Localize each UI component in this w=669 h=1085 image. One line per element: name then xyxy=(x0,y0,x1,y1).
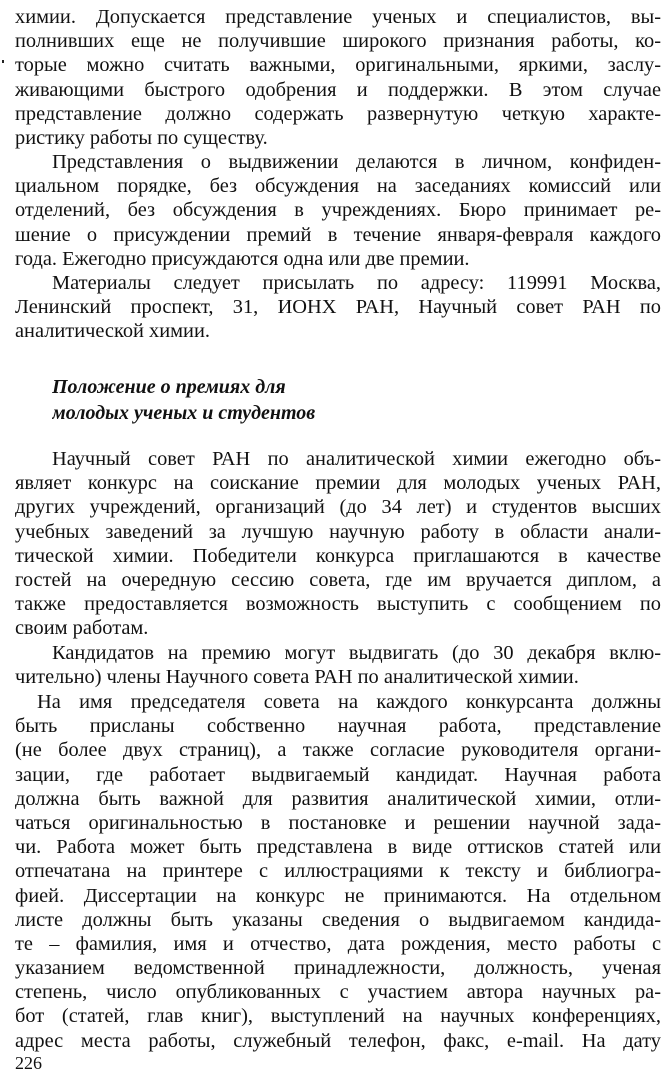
text-line: также предоставляется возможность выступить с сообщением по xyxy=(15,593,661,616)
text-line: чи. Работа может быть представлена в виде оттисков статей или xyxy=(15,836,661,859)
text-line: циальном порядке, без обсуждения на заседаниях комиссий или xyxy=(15,175,661,198)
text-line: тической химии. Победители конкурса приглашаются в качестве xyxy=(15,544,661,567)
paragraph-submissions xyxy=(15,150,661,271)
text-line: аналитической химии. xyxy=(15,320,210,343)
text-line: быть присланы собственно научная работа, представление xyxy=(15,715,661,738)
text-line: отпечатана на принтере с иллюстрациями к тексту и библиогра- xyxy=(15,860,661,883)
heading-line: Положение о премиях для xyxy=(52,376,286,398)
text-line: бот (статей, глав книг), выступлений на научных конференциях, xyxy=(15,1005,661,1028)
text-line: чаться оригинальностью в постановке и решении научной зада- xyxy=(15,811,661,834)
text-line: шение о присуждении премий в течение января-февраля каждого xyxy=(15,223,661,246)
text-line: Представления о выдвижении делаются в личном, конфиден- xyxy=(52,151,661,173)
text-line: других учреждений, организаций (до 34 лет) и студентов высших xyxy=(15,496,661,519)
text-line: учебных заведений за лучшую научную работу в области анали- xyxy=(15,520,661,543)
text-line: являет конкурс на соискание премии для молодых ученых РАН, xyxy=(15,472,661,495)
text-line: указанием ведомственной принадлежности, должность, ученая xyxy=(15,957,661,980)
text-line: адрес места работы, служебный телефон, факс, e-mail. На дату xyxy=(15,1029,661,1052)
text-line: степень, число опубликованных с участием автора научных ра- xyxy=(15,981,661,1004)
text-line: те – фамилия, имя и отчество, дата рождения, место работы с xyxy=(15,932,661,955)
text-line: Материалы следует присылать по адресу: 119991 Москва, xyxy=(52,272,661,294)
text-line: живающими быстрого одобрения и поддержки. В этом случае xyxy=(15,78,661,101)
paragraph-nomination-continued xyxy=(15,5,661,150)
paragraph-contest xyxy=(15,447,661,641)
margin-mark xyxy=(2,60,4,63)
text-line: года. Ежегодно присуждаются одна или две премии. xyxy=(15,247,470,270)
text-line: чительно) члены Научного совета РАН по аналитической химии. xyxy=(15,666,579,689)
text-line: Ленинский проспект, 31, ИОНХ РАН, Научный совет РАН по xyxy=(15,296,661,319)
section-heading xyxy=(52,374,452,426)
text-line: Научный совет РАН по аналитической химии ежегодно объ- xyxy=(52,448,661,470)
text-line: листе должны быть указаны сведения о выдвигаемом кандида- xyxy=(15,908,661,931)
text-line: ристику работы по существу. xyxy=(15,126,268,149)
text-line: своим работам. xyxy=(15,617,149,640)
heading-line: молодых ученых и студентов xyxy=(52,402,316,424)
text-line: представление должно содержать развернутую четкую характе- xyxy=(15,102,661,125)
text-line: отделений, без обсуждения в учреждениях. Бюро принимает ре- xyxy=(15,199,661,222)
text-line: (не более двух страниц), а также согласие руководителя органи- xyxy=(15,739,661,762)
text-line: химии. Допускается представление ученых и специалистов, вы- xyxy=(15,6,661,28)
text-line: зации, где работает выдвигаемый кандидат. Научная работа xyxy=(15,763,661,786)
page-number: 226 xyxy=(15,1053,42,1073)
text-line: торые можно считать важными, оригинальными, яркими, заслу- xyxy=(15,54,661,77)
text-line: фией. Диссертации на конкурс не принимаются. На отдельном xyxy=(15,884,661,907)
paragraph-candidates xyxy=(15,641,661,689)
text-line: На имя председателя совета на каждого конкурсанта должны xyxy=(37,691,661,713)
paragraph-requirements xyxy=(15,690,661,1053)
text-line: гостей на очередную сессию совета, где им вручается диплом, а xyxy=(15,568,661,591)
text-line: полнивших еще не получившие широкого признания работы, ко- xyxy=(15,30,661,53)
paragraph-address xyxy=(15,271,661,344)
text-line: Кандидатов на премию могут выдвигать (до 30 декабря вклю- xyxy=(52,642,661,664)
text-line: должна быть важной для развития аналитической химии, отли- xyxy=(15,787,661,810)
